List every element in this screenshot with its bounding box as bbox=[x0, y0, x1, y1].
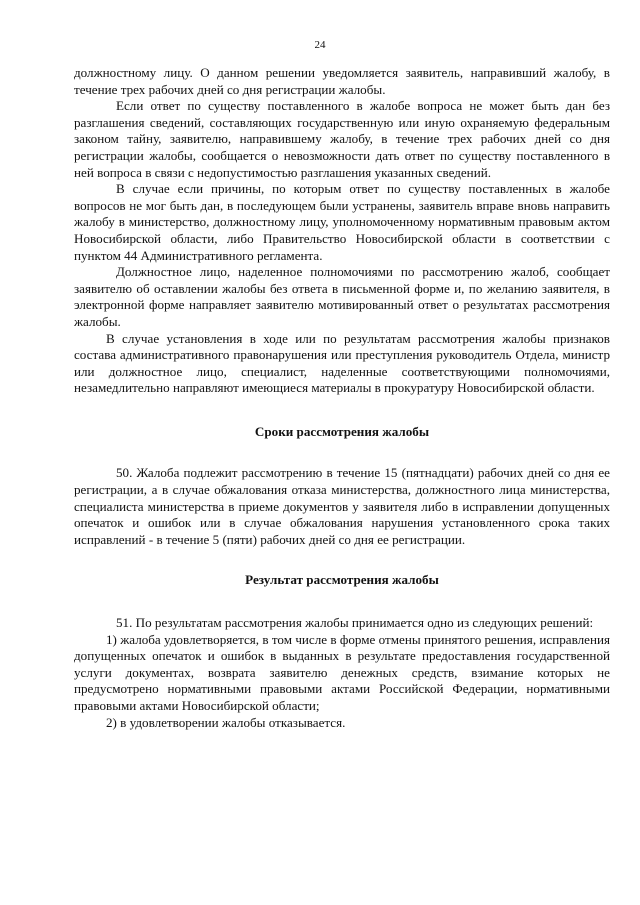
paragraph-continuation: должностному лицу. О данном решении уведомляется заявитель, направивший жалобу, в течение трех рабочих дней со дня регистрации жалобы. bbox=[74, 65, 610, 97]
paragraph-prosecutor: В случае установления в ходе или по результатам рассмотрения жалобы признаков состава административного правонарушения или преступления руководитель Отдела, министр или должностное лицо, специалист, наделенные соответствующими полномочиями, незамедлительно направляют имеющиеся материалы в прокуратуру Новосибирской области. bbox=[74, 330, 610, 396]
paragraph-no-answer-notice: Должностное лицо, наделенное полномочиями по рассмотрению жалоб, сообщает заявителю об оставлении жалобы без ответа в письменной форме и, по желанию заявителя, в электронной форме направляет заявителю мотивированный ответ о результатах рассмотрения жалобы. bbox=[74, 264, 610, 329]
paragraph-50: 50. Жалоба подлежит рассмотрению в течение 15 (пятнадцати) рабочих дней со дня ее регистрации, а в случае обжалования отказа министерства, должностного лица министерства, специалиста министерства в приеме документов у заявителя либо в исправлении допущенных опечаток и ошибок или в случае обжалования нарушения установленного срока таких исправлений - в течение 5 (пяти) рабочих дней со дня ее регистрации. bbox=[74, 465, 610, 547]
heading-terms: Сроки рассмотрения жалобы bbox=[254, 423, 430, 439]
paragraph-resubmission: В случае если причины, по которым ответ по существу поставленных в жалобе вопросов не мог быть дан, в последующем были устранены, заявитель вправе вновь направить жалобу в министерство, должностному лицу, уполномоченному нормативным правовым актом Новосибирской области, либо Правительство Новосибирской области в соответствии с пунктом 44 Административного регламента. bbox=[74, 181, 610, 263]
page-number: 24 bbox=[314, 39, 326, 51]
heading-result: Результат рассмотрения жалобы bbox=[245, 572, 439, 588]
paragraph-51-item-1: 1) жалоба удовлетворяется, в том числе в форме отмены принятого решения, исправления допущенных опечаток и ошибок в выданных в результате предоставления государственной услуги документах, возврата заявителю денежных средств, взимание которых не предусмотрено нормативными правовыми актами Российской Федерации, нормативными правовыми актами Новосибирской области; bbox=[74, 631, 610, 713]
paragraph-51: 51. По результатам рассмотрения жалобы принимается одно из следующих решений: bbox=[116, 615, 594, 631]
paragraph-51-item-2: 2) в удовлетворении жалобы отказывается. bbox=[106, 714, 346, 730]
paragraph-secret-info: Если ответ по существу поставленного в жалобе вопроса не может быть дан без разглашения сведений, составляющих государственную или иную охраняемую федеральным законом тайну, заявителю, направившему жалобу, в течение трех рабочих дней со дня регистрации жалобы, сообщается о невозможности дать ответ по существу поставленного в ней вопроса в связи с недопустимостью разглашения указанных сведений. bbox=[74, 98, 610, 180]
document-body bbox=[74, 65, 610, 731]
